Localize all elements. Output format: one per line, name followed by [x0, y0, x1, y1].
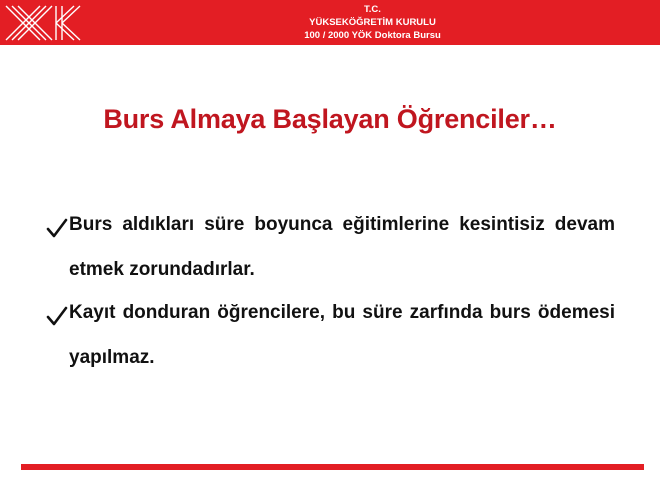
bullet-text: Burs aldıkları süre boyunca eğitimlerine kesintisiz devam etmek zorundadırlar.	[69, 214, 615, 280]
header-title-block	[85, 0, 660, 45]
header-line-tc: T.C.	[364, 4, 381, 15]
bottom-divider	[21, 464, 644, 470]
bullet-list	[45, 214, 615, 390]
header-bar	[0, 0, 660, 45]
slide-title: Burs Almaya Başlayan Öğrenciler…	[103, 104, 557, 134]
bullet-text: Kayıt donduran öğrencilere, bu süre zarfında burs ödemesi yapılmaz.	[69, 302, 615, 368]
header-line-program: 100 / 2000 YÖK Doktora Bursu	[304, 30, 441, 41]
yok-logo-icon	[0, 0, 85, 45]
header-line-institution: YÜKSEKÖĞRETİM KURULU	[309, 17, 436, 28]
checkmark-icon	[45, 305, 69, 327]
bullet-item	[45, 302, 615, 380]
bullet-item	[45, 214, 615, 292]
checkmark-icon	[45, 217, 69, 239]
